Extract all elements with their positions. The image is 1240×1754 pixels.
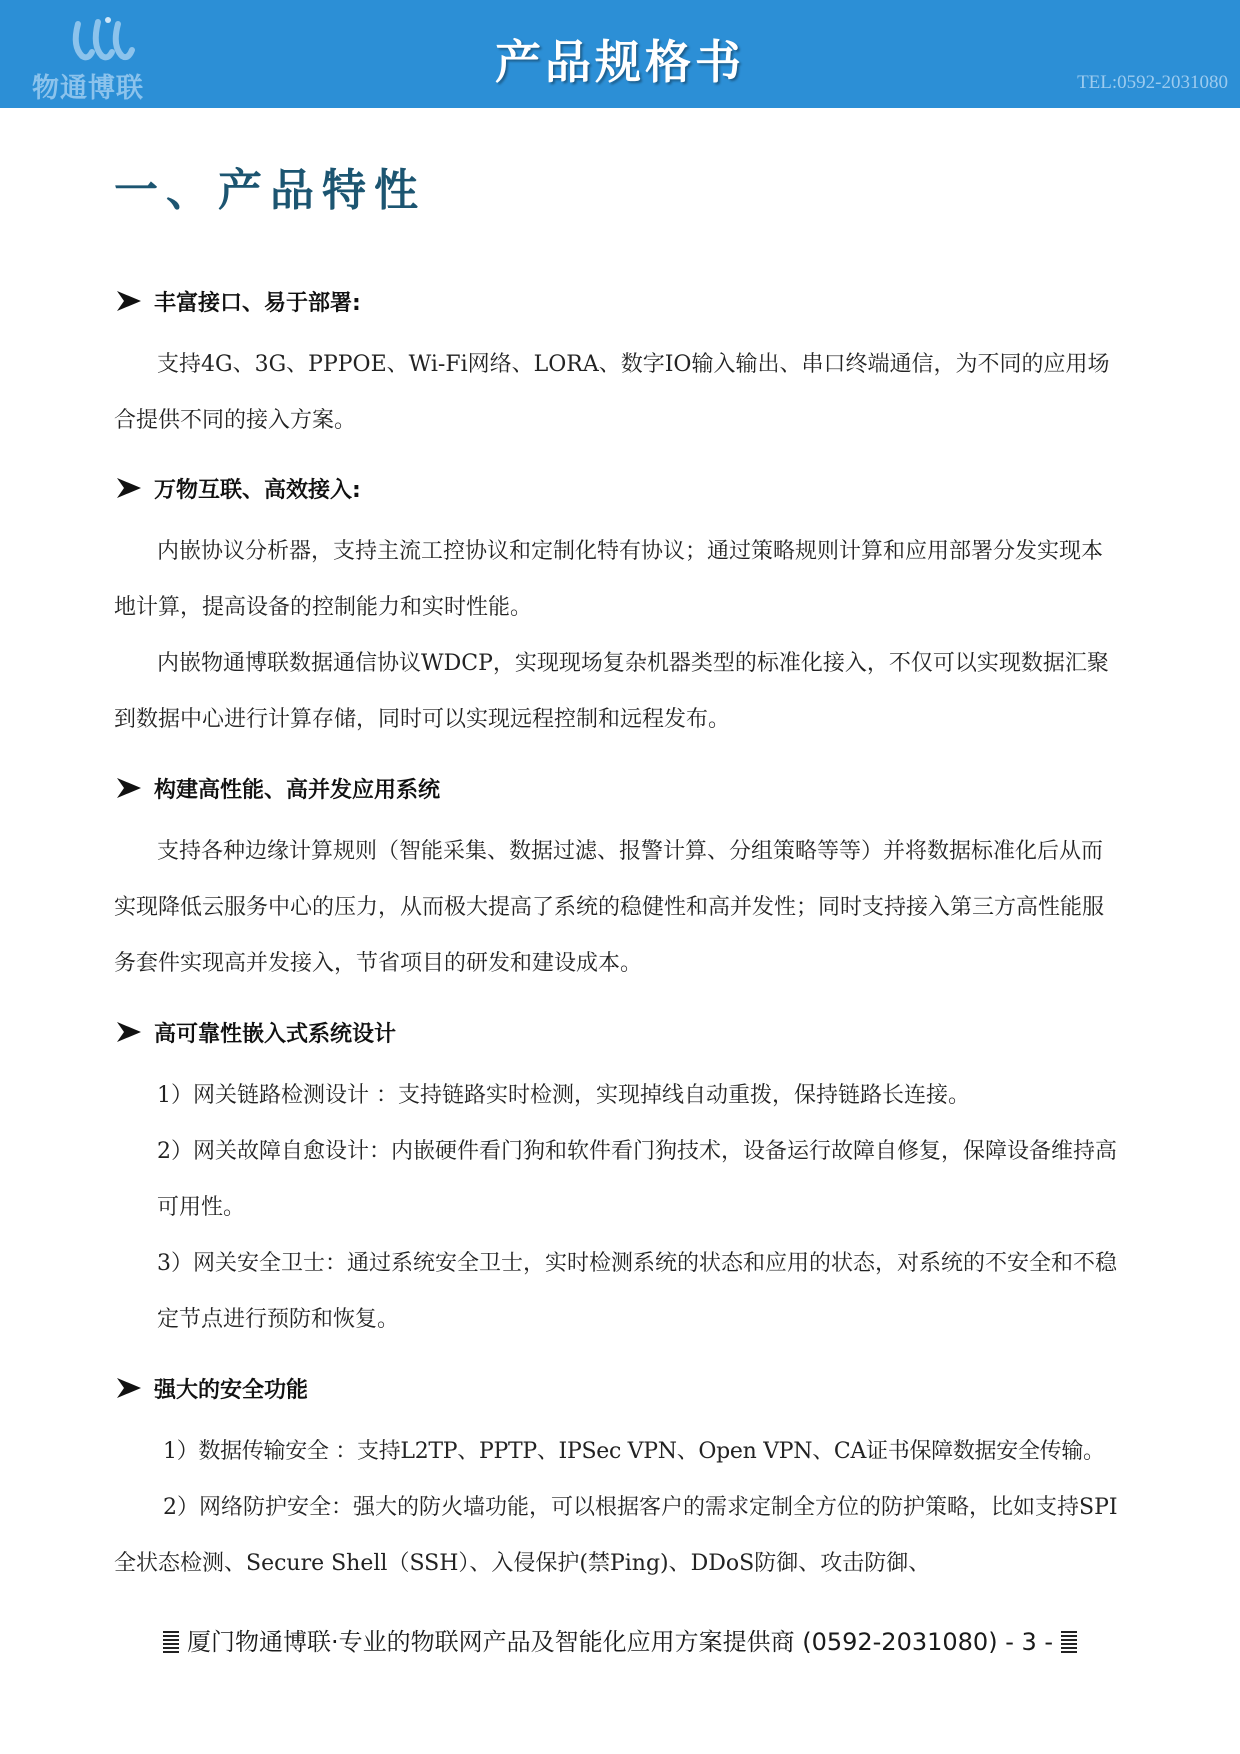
logo-text: 物通博联	[32, 73, 144, 104]
feature-paragraph: 支持各种边缘计算规则（智能采集、数据过滤、报警计算、分组策略等等）并将数据标准化后从而实现降低云服务中心的压力，从而极大提高了系统的稳健性和高并发性；同时支持接入第三方高性能服务套件实现高并发接入，节省项目的研发和建设成本。	[114, 839, 1105, 976]
footer-text: 厦门物通博联·专业的物联网产品及智能化应用方案提供商 (0592-2031080) - 3 -	[186, 1628, 1054, 1656]
arrow-bullet-icon	[114, 1376, 144, 1400]
arrow-bullet-icon	[114, 776, 144, 800]
feature-paragraph: 1）网关链路检测设计 ：支持链路实时检测，实现掉线自动重拨，保持链路长连接。	[157, 1083, 970, 1108]
section-title: 一、产品特性	[114, 165, 426, 216]
feature-paragraph: 内嵌协议分析器，支持主流工控协议和定制化特有协议；通过策略规则计算和应用部署分发实现本地计算，提高设备的控制能力和实时性能。	[114, 539, 1104, 620]
arrow-bullet-icon	[114, 1020, 144, 1044]
feature-heading	[114, 470, 361, 506]
header-banner	[0, 0, 1240, 108]
feature-paragraph: 内嵌物通博联数据通信协议WDCP，实现现场复杂机器类型的标准化接入，不仅可以实现数据汇聚到数据中心进行计算存储，同时可以实现远程控制和远程发布。	[114, 651, 1109, 732]
footer-block-icon	[1061, 1631, 1077, 1653]
feature-paragraph: 支持4G、3G、PPPOE、Wi-Fi网络、LORA、数字IO输入输出、串口终端通信，为不同的应用场合提供不同的接入方案。	[114, 352, 1110, 433]
page-footer	[0, 1622, 1240, 1657]
feature-paragraph: 1）数据传输安全 ：支持L2TP、PPTP、IPSec VPN、Open VPN、CA证书保障数据安全传输。	[163, 1439, 1105, 1464]
footer-block-icon	[163, 1631, 179, 1653]
feature-paragraph: 2）网关故障自愈设计：内嵌硬件看门狗和软件看门狗技术，设备运行故障自修复，保障设备维持高可用性。	[157, 1139, 1118, 1220]
feature-heading-label: 构建高性能、高并发应用系统	[154, 777, 441, 803]
arrow-bullet-icon	[114, 289, 144, 313]
feature-heading-label: 万物互联、高效接入:	[154, 477, 361, 503]
feature-heading-label: 强大的安全功能	[154, 1377, 309, 1403]
feature-heading	[114, 283, 361, 319]
feature-heading-label: 高可靠性嵌入式系统设计	[154, 1021, 397, 1047]
feature-paragraph: 3）网关安全卫士：通过系统安全卫士，实时检测系统的状态和应用的状态，对系统的不安全和不稳定节点进行预防和恢复。	[157, 1251, 1118, 1332]
feature-heading	[114, 1370, 308, 1406]
feature-heading	[114, 770, 440, 806]
arrow-bullet-icon	[114, 476, 144, 500]
feature-heading-label: 丰富接口、易于部署:	[154, 290, 361, 316]
document-title: 产品规格书	[495, 35, 745, 89]
header-telephone: TEL:0592-2031080	[1077, 72, 1228, 93]
feature-heading	[114, 1014, 396, 1050]
feature-paragraph: 2）网络防护安全：强大的防火墙功能，可以根据客户的需求定制全方位的防护策略，比如支持SPI全状态检测、Secure Shell（SSH）、入侵保护(禁Ping)、DDoS防御、攻击防御、	[114, 1495, 1118, 1576]
